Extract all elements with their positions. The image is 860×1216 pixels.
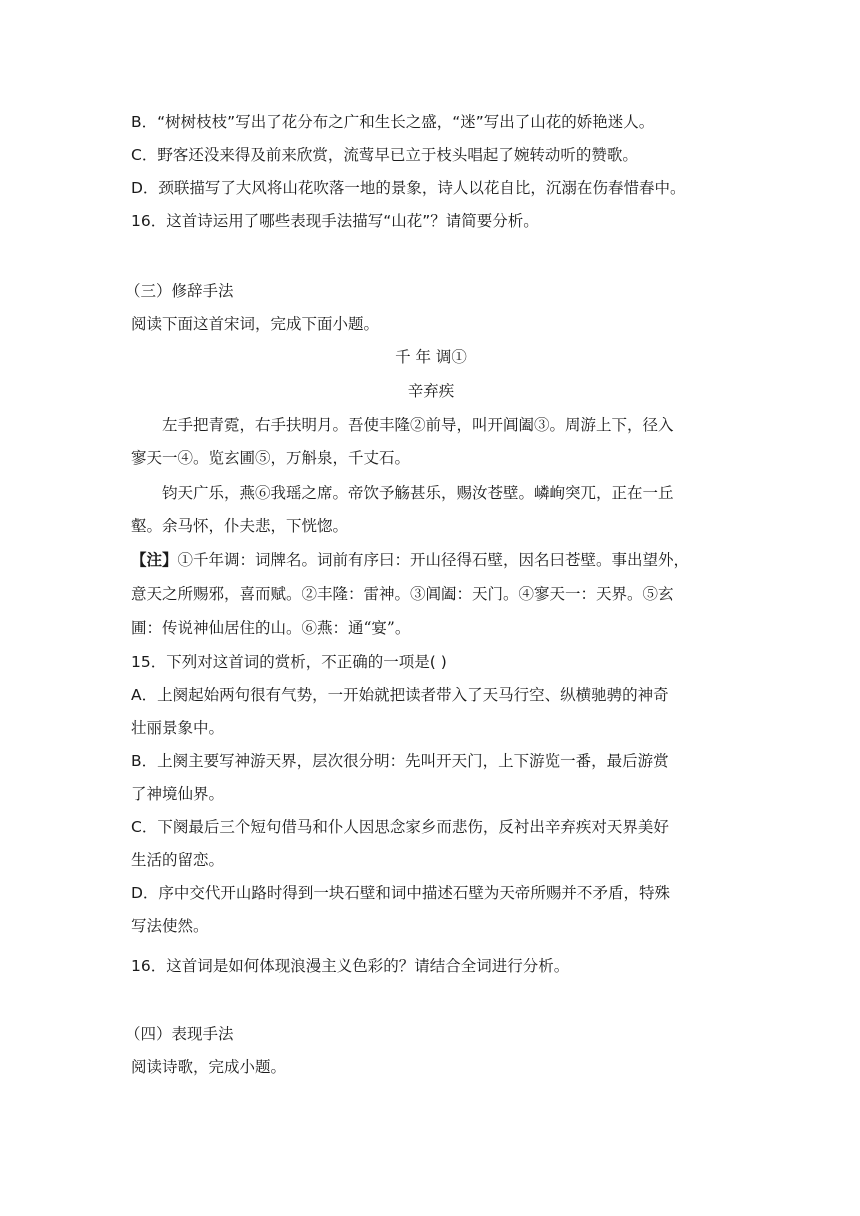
note-label: 【注】: [131, 550, 178, 569]
instruction-text: 阅读下面这首宋词，完成下面小题。: [131, 315, 380, 333]
option-d: D．序中交代开山路时得到一块石壁和词中描述石壁为天帝所赐并不矛盾，特殊: [131, 884, 670, 902]
option-c-cont: 生活的留恋。: [131, 851, 225, 869]
note-line: 意天之所赐邪，喜而赋。②丰隆：雷神。③阊阖：天门。④寥天一：天界。⑤玄: [131, 585, 674, 603]
section-heading: （三）修辞手法: [125, 282, 234, 300]
poem-line: 寥天一④。览玄圃⑤，万斛泉，千丈石。: [131, 449, 411, 467]
option-c: C．下阕最后三个短句借马和仆人因思念家乡而悲伤，反衬出辛弃疾对天界美好: [131, 818, 669, 836]
note-line: 圃：传说神仙居住的山。⑥燕：通“宴”。: [131, 619, 411, 637]
option-b-cont: 了神境仙界。: [131, 785, 225, 803]
option-d: D．颈联描写了大风将山花吹落一地的景象，诗人以花自比，沉溺在伤春惜春中。: [131, 179, 686, 197]
note-line: [131, 549, 731, 571]
option-b: B．上阕主要写神游天界，层次很分明：先叫开天门，上下游览一番，最后游赏: [131, 752, 669, 770]
option-b: B．“树树枝枝”写出了花分布之广和生长之盛，“迷”写出了山花的娇艳迷人。: [131, 113, 655, 131]
poem-line: 壑。余马怀，仆夫悲，下恍惚。: [131, 517, 349, 535]
poem-line: 左手把青霓，右手扶明月。吾使丰隆②前导，叫开阊阖③。周游上下，径入: [162, 416, 674, 434]
option-c: C．野客还没来得及前来欣赏，流莺早已立于枝头唱起了婉转动听的赞歌。: [131, 146, 638, 164]
question-15: 15．下列对这首词的赏析，不正确的一项是( ): [131, 653, 447, 671]
instruction-text: 阅读诗歌，完成小题。: [131, 1058, 287, 1076]
note-text: ①千年调：词牌名。词前有序曰：开山径得石壁，因名曰苍壁。事出望外，: [177, 551, 690, 569]
poem-title: 千 年 调①: [395, 348, 467, 366]
section-heading: （四）表现手法: [125, 1025, 234, 1043]
question-16: 16．这首词是如何体现浪漫主义色彩的？请结合全词进行分析。: [131, 957, 570, 975]
poem-line: 钧天广乐，燕⑥我瑶之席。帝饮予觞甚乐，赐汝苍壁。嶙峋突兀，正在一丘: [162, 484, 674, 502]
option-a: A．上阕起始两句很有气势，一开始就把读者带入了天马行空、纵横驰骋的神奇: [131, 686, 669, 704]
option-a-cont: 壮丽景象中。: [131, 719, 225, 737]
question-16: 16．这首诗运用了哪些表现手法描写“山花”？请简要分析。: [131, 212, 539, 230]
option-d-cont: 写法使然。: [131, 917, 209, 935]
poem-author: 辛弃疾: [407, 382, 455, 400]
